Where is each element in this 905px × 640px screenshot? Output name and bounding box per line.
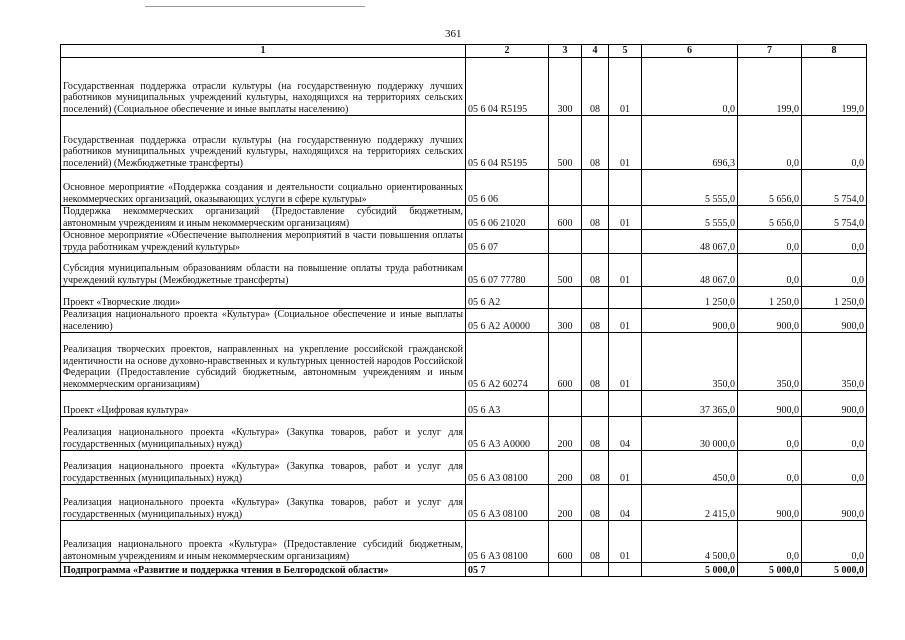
page-number: 361 [445,28,462,40]
row-value-8: 0,0 [802,451,867,485]
row-section: 08 [582,116,609,170]
header-col-1: 1 [61,45,466,58]
row-value-6: 450,0 [642,451,738,485]
row-value-6: 48 067,0 [642,230,738,254]
row-value-7: 900,0 [738,485,802,521]
table-row [61,485,867,521]
row-code: 05 6 А3 08100 [466,485,549,521]
row-code: 05 6 А2 А0000 [466,309,549,333]
row-value-7: 0,0 [738,230,802,254]
row-value-7: 5 656,0 [738,206,802,230]
row-name: Реализация творческих проектов, направленных на укрепление российской гражданской идентичности на основе духовно-нравственных и культурных ценностей народов Российской Федерации (Предоставление субсидий бюджетным, автономным учреждениям и иным некоммерческим организациям) [61,333,466,391]
row-subsection [609,170,642,206]
table-row [61,116,867,170]
top-scan-line [145,6,365,7]
row-expense-type: 200 [549,417,582,451]
row-section: 08 [582,521,609,563]
row-subsection [609,391,642,417]
row-section: 08 [582,58,609,116]
row-section: 08 [582,485,609,521]
row-name: Реализация национального проекта «Культура» (Закупка товаров, работ и услуг для государственных (муниципальных) нужд) [61,485,466,521]
row-expense-type [549,230,582,254]
row-expense-type [549,391,582,417]
row-section: 08 [582,333,609,391]
table-row [61,170,867,206]
row-value-7: 1 250,0 [738,287,802,309]
row-name: Реализация национального проекта «Культура» (Закупка товаров, работ и услуг для государственных (муниципальных) нужд) [61,417,466,451]
row-value-7: 5 656,0 [738,170,802,206]
row-name: Субсидия муниципальным образованиям области на повышение оплаты труда работникам учреждений культуры (Межбюджетные трансферты) [61,254,466,287]
row-section [582,287,609,309]
row-value-6: 37 365,0 [642,391,738,417]
row-name: Основное мероприятие «Обеспечение выполнения мероприятий в части повышения оплаты труда работникам учреждений культуры» [61,230,466,254]
row-value-8: 350,0 [802,333,867,391]
row-expense-type: 300 [549,309,582,333]
row-section [582,563,609,577]
header-col-5: 5 [609,45,642,58]
row-section: 08 [582,206,609,230]
row-expense-type: 300 [549,58,582,116]
row-code: 05 6 А3 08100 [466,521,549,563]
table-row [61,309,867,333]
row-expense-type [549,287,582,309]
row-section: 08 [582,309,609,333]
row-value-7: 5 000,0 [738,563,802,577]
row-code: 05 6 А2 [466,287,549,309]
row-subsection: 01 [609,206,642,230]
row-name: Реализация национального проекта «Культура» (Предоставление субсидий бюджетным, автономным учреждениям и иным некоммерческим организациям) [61,521,466,563]
row-expense-type: 600 [549,333,582,391]
header-col-8: 8 [802,45,867,58]
table-row [61,521,867,563]
row-expense-type [549,170,582,206]
row-value-8: 1 250,0 [802,287,867,309]
row-section [582,391,609,417]
row-name: Подпрограмма «Развитие и поддержка чтения в Белгородской области» [61,563,466,577]
table-row [61,287,867,309]
table-row [61,391,867,417]
row-code: 05 6 07 [466,230,549,254]
row-value-8: 199,0 [802,58,867,116]
table-row [61,333,867,391]
row-value-7: 0,0 [738,254,802,287]
row-section [582,170,609,206]
row-name: Государственная поддержка отрасли культуры (на государственную поддержку лучших работников муниципальных учреждений культуры, находящихся на территориях сельских поселений) (Социальное обеспечение и иные выплаты населению) [61,58,466,116]
header-col-2: 2 [466,45,549,58]
header-col-7: 7 [738,45,802,58]
row-value-6: 1 250,0 [642,287,738,309]
row-value-8: 5 754,0 [802,206,867,230]
header-col-4: 4 [582,45,609,58]
row-value-6: 4 500,0 [642,521,738,563]
row-value-8: 5 754,0 [802,170,867,206]
row-section: 08 [582,417,609,451]
row-name: Реализация национального проекта «Культура» (Социальное обеспечение и иные выплаты населению) [61,309,466,333]
row-expense-type: 600 [549,206,582,230]
header-col-3: 3 [549,45,582,58]
row-value-8: 0,0 [802,230,867,254]
header-row [61,45,867,58]
table-row [61,254,867,287]
row-value-7: 0,0 [738,417,802,451]
row-code: 05 6 04 R5195 [466,58,549,116]
row-name: Проект «Творческие люди» [61,287,466,309]
row-expense-type: 500 [549,116,582,170]
table-body [61,58,867,577]
row-value-6: 350,0 [642,333,738,391]
row-code: 05 6 А3 08100 [466,451,549,485]
row-name: Реализация национального проекта «Культура» (Закупка товаров, работ и услуг для государственных (муниципальных) нужд) [61,451,466,485]
row-subsection: 01 [609,451,642,485]
row-code: 05 6 А2 60274 [466,333,549,391]
row-value-8: 5 000,0 [802,563,867,577]
table-row [61,58,867,116]
row-value-8: 0,0 [802,417,867,451]
header-col-6: 6 [642,45,738,58]
row-section: 08 [582,254,609,287]
row-expense-type: 200 [549,451,582,485]
table-row [61,230,867,254]
row-value-7: 0,0 [738,116,802,170]
row-subsection: 01 [609,521,642,563]
row-subsection: 01 [609,116,642,170]
row-subsection [609,230,642,254]
row-value-6: 2 415,0 [642,485,738,521]
table-row [61,206,867,230]
row-code: 05 6 07 77780 [466,254,549,287]
row-value-7: 0,0 [738,521,802,563]
row-value-8: 0,0 [802,254,867,287]
table-row [61,451,867,485]
row-expense-type [549,563,582,577]
table-row [61,417,867,451]
row-subsection [609,563,642,577]
row-value-7: 900,0 [738,309,802,333]
row-name: Основное мероприятие «Поддержка создания и деятельности социально ориентированных некоммерческих организаций, оказывающих услуги в сфере культуры» [61,170,466,206]
row-value-8: 900,0 [802,485,867,521]
row-code: 05 6 А3 А0000 [466,417,549,451]
row-code: 05 6 06 [466,170,549,206]
row-subsection: 01 [609,309,642,333]
row-value-6: 5 555,0 [642,206,738,230]
row-expense-type: 500 [549,254,582,287]
row-value-7: 0,0 [738,451,802,485]
row-value-6: 900,0 [642,309,738,333]
row-value-8: 900,0 [802,391,867,417]
row-code: 05 6 06 21020 [466,206,549,230]
row-subsection: 04 [609,485,642,521]
row-code: 05 7 [466,563,549,577]
row-value-6: 5 555,0 [642,170,738,206]
row-name: Государственная поддержка отрасли культуры (на государственную поддержку лучших работников муниципальных учреждений культуры, находящихся на территориях сельских поселений) (Межбюджетные трансферты) [61,116,466,170]
row-value-7: 900,0 [738,391,802,417]
budget-table [60,44,867,577]
row-value-8: 0,0 [802,116,867,170]
row-name: Поддержка некоммерческих организаций (Предоставление субсидий бюджетным, автономным учреждениям и иным некоммерческим организациям) [61,206,466,230]
row-subsection: 01 [609,254,642,287]
row-name: Проект «Цифровая культура» [61,391,466,417]
row-value-6: 0,0 [642,58,738,116]
row-value-7: 350,0 [738,333,802,391]
row-value-6: 696,3 [642,116,738,170]
row-subsection [609,287,642,309]
row-value-7: 199,0 [738,58,802,116]
row-value-8: 900,0 [802,309,867,333]
row-code: 05 6 04 R5195 [466,116,549,170]
table-row [61,563,867,577]
row-subsection: 01 [609,58,642,116]
row-expense-type: 600 [549,521,582,563]
row-expense-type: 200 [549,485,582,521]
row-value-8: 0,0 [802,521,867,563]
row-value-6: 48 067,0 [642,254,738,287]
row-value-6: 5 000,0 [642,563,738,577]
row-subsection: 04 [609,417,642,451]
row-section: 08 [582,451,609,485]
row-subsection: 01 [609,333,642,391]
row-value-6: 30 000,0 [642,417,738,451]
row-section [582,230,609,254]
row-code: 05 6 А3 [466,391,549,417]
